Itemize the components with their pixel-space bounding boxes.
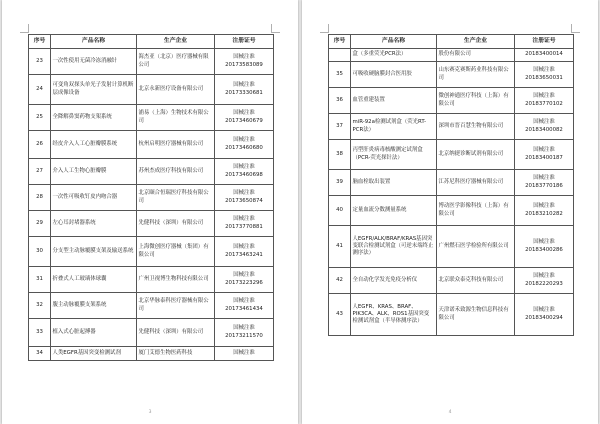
table-row bbox=[329, 88, 574, 114]
product-name-cell: 腹主动脉覆膜支架系统 bbox=[51, 293, 137, 319]
registration-table bbox=[28, 34, 274, 361]
registration-line: 国械注准 bbox=[533, 307, 555, 314]
page-margin-mark bbox=[271, 24, 280, 33]
table-row bbox=[29, 49, 274, 75]
table-header-row bbox=[329, 35, 574, 49]
registration-no-cell bbox=[215, 159, 274, 185]
table-row bbox=[29, 267, 274, 293]
registration-no-cell bbox=[215, 267, 274, 293]
row-number-cell: 29 bbox=[29, 211, 51, 237]
manufacturer-cell: 微创神通医疗科技（上海）有限公司 bbox=[437, 88, 515, 114]
product-name-cell: 人类EGFR基因突变检测试剂 bbox=[51, 347, 137, 361]
registration-line: 国械注准 bbox=[233, 244, 255, 251]
row-number-cell: 35 bbox=[329, 62, 351, 88]
header-product-name: 产品名称 bbox=[51, 35, 137, 49]
registration-no-cell bbox=[215, 185, 274, 211]
table-row bbox=[29, 347, 274, 361]
product-name-cell: 折叠式人工玻璃体球囊 bbox=[51, 267, 137, 293]
product-name-cell: 一次性使用无菌冷冻消融针 bbox=[51, 49, 137, 75]
row-number-cell: 39 bbox=[329, 170, 351, 196]
page-number: 3 bbox=[148, 410, 152, 415]
table-row bbox=[329, 114, 574, 140]
manufacturer-cell: 广州燃石医学检验所有限公司 bbox=[437, 226, 515, 268]
table-body bbox=[329, 49, 574, 336]
table-row bbox=[29, 75, 274, 105]
table-row bbox=[29, 237, 274, 267]
registration-no-cell bbox=[515, 88, 574, 114]
registration-no-cell bbox=[515, 170, 574, 196]
product-name-cell: 全降解鼻窦药物支架系统 bbox=[51, 105, 137, 131]
registration-line: 国械注准 bbox=[233, 298, 255, 305]
manufacturer-cell: 山东赛克赛斯药业科技有限公司 bbox=[437, 62, 515, 88]
product-name-cell: 盒（多重荧光PCR法） bbox=[351, 49, 437, 62]
header-number: 序号 bbox=[29, 35, 51, 49]
product-name-cell: 全自动化学发光免疫分析仪 bbox=[351, 268, 437, 294]
registration-line: 20173460680 bbox=[225, 144, 263, 151]
registration-line: 20183400294 bbox=[525, 314, 563, 321]
registration-line: 20183210282 bbox=[525, 210, 563, 217]
registration-line: 20173650874 bbox=[225, 197, 263, 204]
registration-line: 国械注准 bbox=[233, 325, 255, 332]
product-name-cell: 一次性可吸收钉皮内吻合器 bbox=[51, 185, 137, 211]
product-name-cell: 人EGFR、KRAS、BRAF、PIK3CA、ALK、ROS1基因突变检测试剂盒（半导体测序法） bbox=[351, 294, 437, 336]
table-row bbox=[329, 268, 574, 294]
registration-line: 国械注准 bbox=[533, 175, 555, 182]
table-body bbox=[29, 49, 274, 361]
row-number-cell: 41 bbox=[329, 226, 351, 268]
registration-line: 国械注准 bbox=[533, 147, 555, 154]
registration-no-cell bbox=[215, 347, 274, 361]
registration-line: 20173461434 bbox=[225, 305, 263, 312]
table-row bbox=[29, 293, 274, 319]
row-number-cell: 28 bbox=[29, 185, 51, 211]
table-row bbox=[329, 226, 574, 268]
registration-line: 20183400187 bbox=[525, 154, 563, 161]
row-number-cell: 23 bbox=[29, 49, 51, 75]
manufacturer-cell: 北京颐合恒瑞医疗科技有限公司 bbox=[137, 185, 215, 211]
registration-line: 20173463241 bbox=[225, 251, 263, 258]
header-registration-no: 注册证号 bbox=[215, 35, 274, 49]
registration-line: 20183650031 bbox=[525, 74, 563, 81]
registration-no-cell bbox=[215, 237, 274, 267]
registration-line: 国械注准 bbox=[233, 349, 255, 356]
registration-no-cell bbox=[515, 226, 574, 268]
row-number-cell: 38 bbox=[329, 140, 351, 170]
registration-no-cell bbox=[515, 268, 574, 294]
product-name-cell: 分支型主动脉覆膜支架及输送系统 bbox=[51, 237, 137, 267]
registration-line: 20173770881 bbox=[225, 223, 263, 230]
table-row bbox=[29, 185, 274, 211]
product-name-cell: 经皮介入人工心脏瓣膜系统 bbox=[51, 131, 137, 159]
header-registration-no: 注册证号 bbox=[515, 35, 574, 49]
product-name-cell: 丙型肝炎病毒核酸测定试剂盒（PCR-荧光探针法） bbox=[351, 140, 437, 170]
row-number-cell: 36 bbox=[329, 88, 351, 114]
registration-line: 国械注准 bbox=[233, 190, 255, 197]
row-number-cell: 37 bbox=[329, 114, 351, 140]
document-page-right bbox=[302, 0, 598, 424]
row-number-cell: 30 bbox=[29, 237, 51, 267]
registration-line: 20183400014 bbox=[525, 51, 563, 58]
row-number-cell: 24 bbox=[29, 75, 51, 105]
registration-line: 20173330681 bbox=[225, 89, 263, 96]
registration-line: 国械注准 bbox=[233, 216, 255, 223]
registration-no-cell bbox=[215, 105, 274, 131]
row-number-cell: 26 bbox=[29, 131, 51, 159]
header-number: 序号 bbox=[329, 35, 351, 49]
table-row bbox=[329, 62, 574, 88]
product-name-cell: 可吸收硬脑膜封合医用胶 bbox=[351, 62, 437, 88]
table-header-row bbox=[29, 35, 274, 49]
registration-no-cell bbox=[515, 114, 574, 140]
document-page-left bbox=[2, 0, 298, 424]
table-row bbox=[29, 105, 274, 131]
registration-line: 20183400286 bbox=[525, 246, 563, 253]
registration-no-cell bbox=[515, 196, 574, 226]
manufacturer-cell: 苏州杰成医疗科技有限公司 bbox=[137, 159, 215, 185]
registration-line: 国械注准 bbox=[533, 203, 555, 210]
registration-table bbox=[328, 34, 574, 336]
registration-line: 20183770102 bbox=[525, 100, 563, 107]
table-row bbox=[29, 211, 274, 237]
registration-line: 国械注准 bbox=[233, 82, 255, 89]
registration-line: 20173223296 bbox=[225, 279, 263, 286]
table-row bbox=[29, 319, 274, 347]
manufacturer-cell: 江苏尼科医疗器械有限公司 bbox=[437, 170, 515, 196]
manufacturer-cell: 北京永新医疗设备有限公司 bbox=[137, 75, 215, 105]
registration-line: 20173460679 bbox=[225, 117, 263, 124]
registration-no-cell bbox=[215, 49, 274, 75]
registration-line: 20183770186 bbox=[525, 182, 563, 189]
registration-line: 20182220293 bbox=[525, 280, 563, 287]
registration-no-cell bbox=[515, 49, 574, 62]
registration-line: 国械注准 bbox=[533, 119, 555, 126]
registration-line: 国械注准 bbox=[233, 164, 255, 171]
manufacturer-cell: 厦门艾德生物医药科技 bbox=[137, 347, 215, 361]
manufacturer-cell: 深圳市晋百慧生物有限公司 bbox=[437, 114, 515, 140]
registration-no-cell bbox=[215, 211, 274, 237]
registration-no-cell bbox=[215, 293, 274, 319]
registration-no-cell bbox=[515, 294, 574, 336]
manufacturer-cell: 北京华脉泰科医疗器械有限公司 bbox=[137, 293, 215, 319]
row-number-cell: 40 bbox=[329, 196, 351, 226]
row-number-cell: 43 bbox=[329, 294, 351, 336]
page-margin-mark bbox=[20, 24, 29, 33]
registration-line: 国械注准 bbox=[533, 273, 555, 280]
product-name-cell: 定量血流分数测量系统 bbox=[351, 196, 437, 226]
product-name-cell: 人EGFR/ALK/BRAF/KRAS基因突变联合检测试剂盒（可逆末端终止测序法） bbox=[351, 226, 437, 268]
row-number-cell: 34 bbox=[29, 347, 51, 361]
registration-line: 国械注准 bbox=[533, 67, 555, 74]
registration-line: 20173211570 bbox=[225, 332, 263, 339]
manufacturer-cell: 先健科技（深圳）有限公司 bbox=[137, 319, 215, 347]
registration-no-cell bbox=[215, 319, 274, 347]
product-name-cell: 可变角双探头单光子发射计算机断层成像设备 bbox=[51, 75, 137, 105]
product-name-cell: 介入人工生物心脏瓣膜 bbox=[51, 159, 137, 185]
registration-no-cell bbox=[515, 140, 574, 170]
manufacturer-cell: 先健科技（深圳）有限公司 bbox=[137, 211, 215, 237]
table-row bbox=[29, 159, 274, 185]
page-margin-mark bbox=[320, 24, 329, 33]
manufacturer-cell: 上海微创医疗器械（集团）有限公司 bbox=[137, 237, 215, 267]
page-margin-mark bbox=[571, 24, 580, 33]
product-name-cell: 脑血栓取出装置 bbox=[351, 170, 437, 196]
row-number-cell: 33 bbox=[29, 319, 51, 347]
registration-line: 国械注准 bbox=[533, 239, 555, 246]
registration-line: 国械注准 bbox=[533, 93, 555, 100]
row-number-cell: 42 bbox=[329, 268, 351, 294]
table-row bbox=[29, 131, 274, 159]
product-name-cell: miR-92a检测试剂盒（荧光RT-PCR法） bbox=[351, 114, 437, 140]
row-number-cell: 25 bbox=[29, 105, 51, 131]
row-number-cell: 27 bbox=[29, 159, 51, 185]
row-number-cell bbox=[329, 49, 351, 62]
registration-line: 国械注准 bbox=[233, 272, 255, 279]
product-name-cell: 植入式心脏起搏器 bbox=[51, 319, 137, 347]
row-number-cell: 31 bbox=[29, 267, 51, 293]
manufacturer-cell: 杭州启明医疗器械有限公司 bbox=[137, 131, 215, 159]
product-name-cell: 血管重建装置 bbox=[351, 88, 437, 114]
header-product-name: 产品名称 bbox=[351, 35, 437, 49]
registration-line: 20183400082 bbox=[525, 126, 563, 133]
table-row bbox=[329, 49, 574, 62]
registration-line: 国械注准 bbox=[233, 110, 255, 117]
row-number-cell: 32 bbox=[29, 293, 51, 319]
manufacturer-cell: 海杰亚（北京）医疗器械有限公司 bbox=[137, 49, 215, 75]
registration-line: 国械注准 bbox=[233, 54, 255, 61]
registration-no-cell bbox=[215, 131, 274, 159]
table-row bbox=[329, 140, 574, 170]
manufacturer-cell: 浦易（上海）生物技术有限公司 bbox=[137, 105, 215, 131]
manufacturer-cell: 广州卫视博生物科技有限公司 bbox=[137, 267, 215, 293]
registration-line: 20173583089 bbox=[225, 61, 263, 68]
header-manufacturer: 生产企业 bbox=[437, 35, 515, 49]
table-row bbox=[329, 294, 574, 336]
table-row bbox=[329, 170, 574, 196]
product-name-cell: 左心耳封堵器系统 bbox=[51, 211, 137, 237]
registration-no-cell bbox=[215, 75, 274, 105]
registration-line: 20173460698 bbox=[225, 171, 263, 178]
manufacturer-cell: 博动医学影像科技（上海）有限公司 bbox=[437, 196, 515, 226]
registration-line: 国械注准 bbox=[233, 137, 255, 144]
table-row bbox=[329, 196, 574, 226]
manufacturer-cell: 股份有限公司 bbox=[437, 49, 515, 62]
header-manufacturer: 生产企业 bbox=[137, 35, 215, 49]
manufacturer-cell: 北京联众泰克科技有限公司 bbox=[437, 268, 515, 294]
registration-no-cell bbox=[515, 62, 574, 88]
page-number: 4 bbox=[448, 410, 452, 415]
manufacturer-cell: 北京纳捷诊断试剂有限公司 bbox=[437, 140, 515, 170]
manufacturer-cell: 天津诺禾致源生物信息科技有限公司 bbox=[437, 294, 515, 336]
